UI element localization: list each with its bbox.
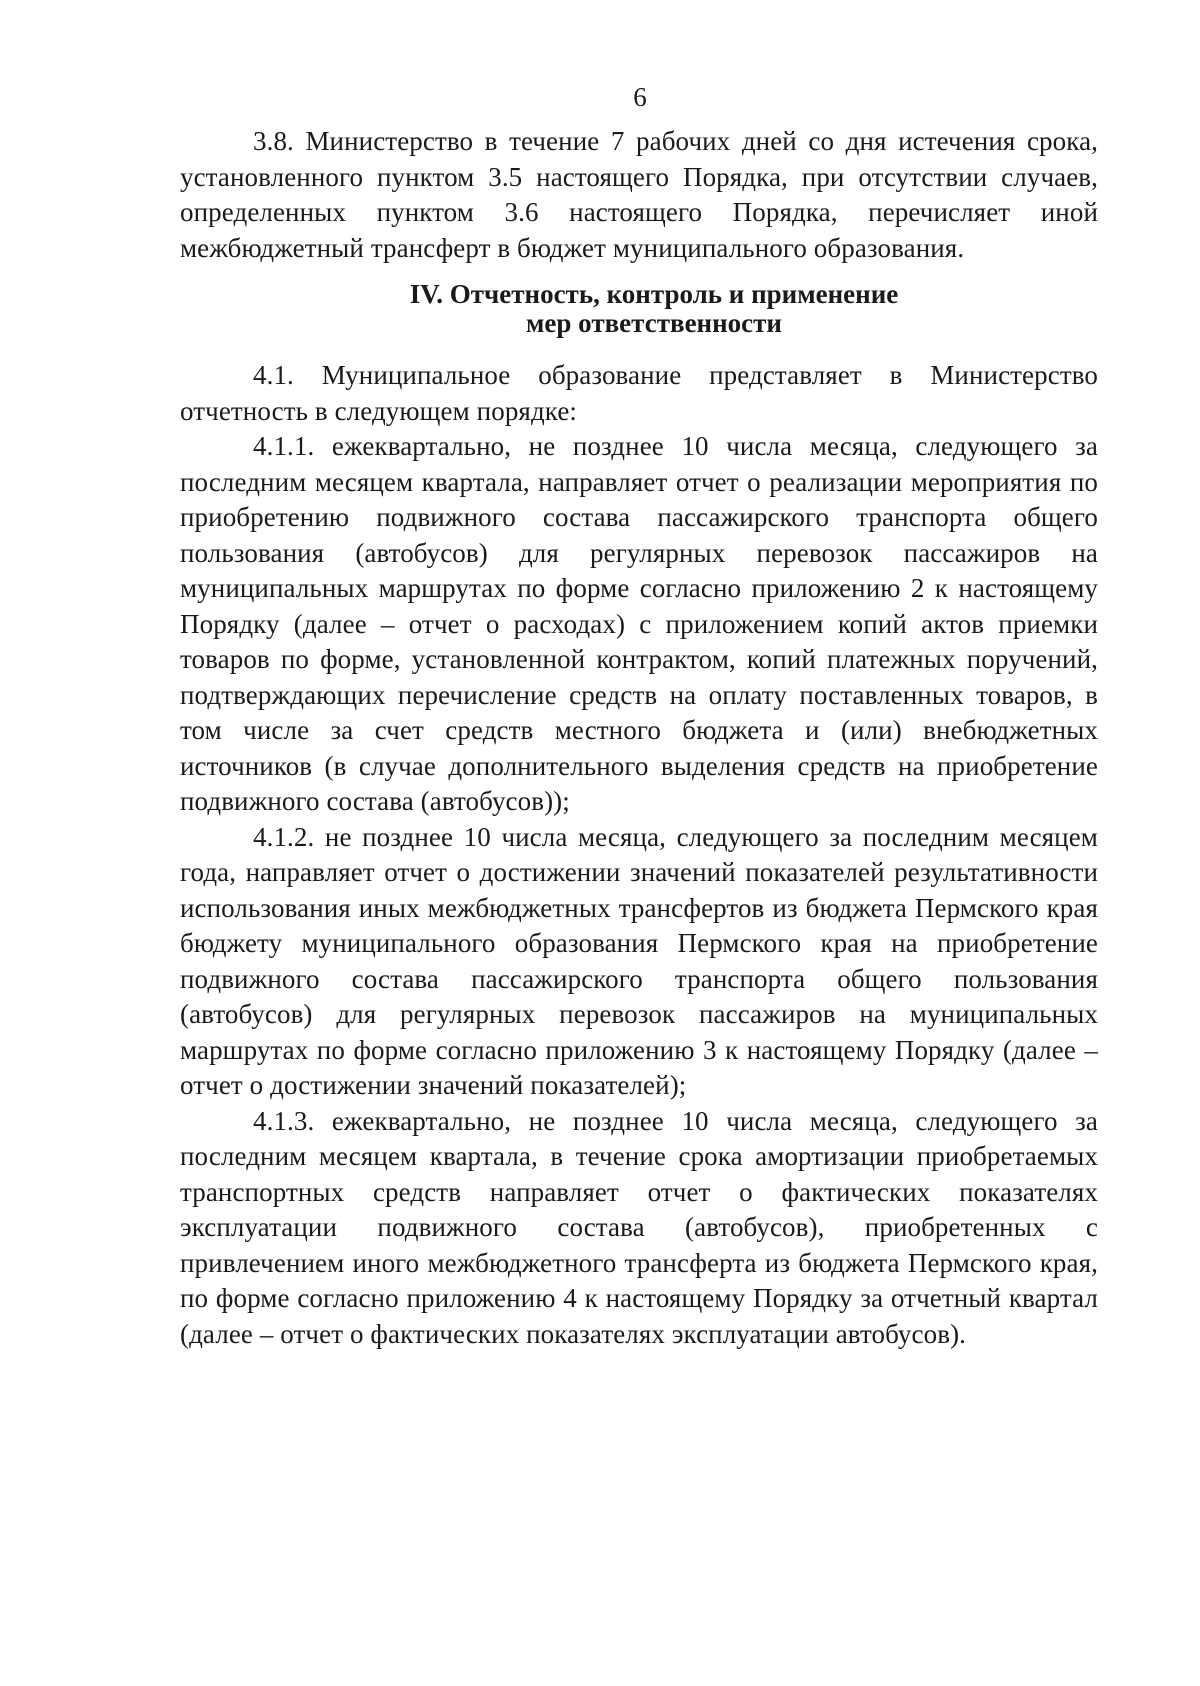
document-body <box>180 124 1098 1352</box>
paragraph-3-8: 3.8. Министерство в течение 7 рабочих дней со дня истечения срока, установленного пунктом 3.5 настоящего Порядка, при отсутствии случаев, определенных пунктом 3.6 настоящего Порядка, перечисляет иной межбюджетный трансферт в бюджет муниципального образования. <box>180 126 1098 263</box>
section-heading <box>180 280 1098 338</box>
paragraph-4-1-2: 4.1.2. не позднее 10 числа месяца, следующего за последним месяцем года, направляет отчет о достижении значений показателей результативности использования иных межбюджетных трансфертов из бюджета Пермского края бюджету муниципального образования Пермского края на приобретение подвижного состава пассажирского транспорта общего пользования (автобусов) для регулярных перевозок пассажиров на муниципальных маршрутах по форме согласно приложению 3 к настоящему Порядку (далее – отчет о достижении значений показателей); <box>180 821 1098 1100</box>
paragraph-4-1: 4.1. Муниципальное образование представляет в Министерство отчетность в следующем порядке: <box>180 360 1098 426</box>
section-heading-line-1: IV. Отчетность, контроль и применение <box>409 279 899 309</box>
paragraph-4-1-3: 4.1.3. ежеквартально, не позднее 10 числа месяца, следующего за последним месяцем квартала, в течение срока амортизации приобретаемых транспортных средств направляет отчет о фактических показателях эксплуатации подвижного состава (автобусов), приобретенных с привлечением иного межбюджетного трансферта из бюджета Пермского края, по форме согласно приложению 4 к настоящему Порядку за отчетный квартал (далее – отчет о фактических показателях эксплуатации автобусов). <box>180 1105 1098 1349</box>
section-heading-line-2: мер ответственности <box>526 308 782 338</box>
page-number: 6 <box>633 82 647 112</box>
paragraph-4-1-1: 4.1.1. ежеквартально, не позднее 10 числа месяца, следующего за последним месяцем квартала, направляет отчет о реализации мероприятия по приобретению подвижного состава пассажирского транспорта общего пользования (автобусов) для регулярных перевозок пассажиров на муниципальных маршрутах по форме согласно приложению 2 к настоящему Порядку (далее – отчет о расходах) с приложением копий актов приемки товаров по форме, установленной контрактом, копий платежных поручений, подтверждающих перечисление средств на оплату поставленных товаров, в том числе за счет средств местного бюджета и (или) внебюджетных источников (в случае дополнительного выделения средств на приобретение подвижного состава (автобусов)); <box>180 431 1098 816</box>
